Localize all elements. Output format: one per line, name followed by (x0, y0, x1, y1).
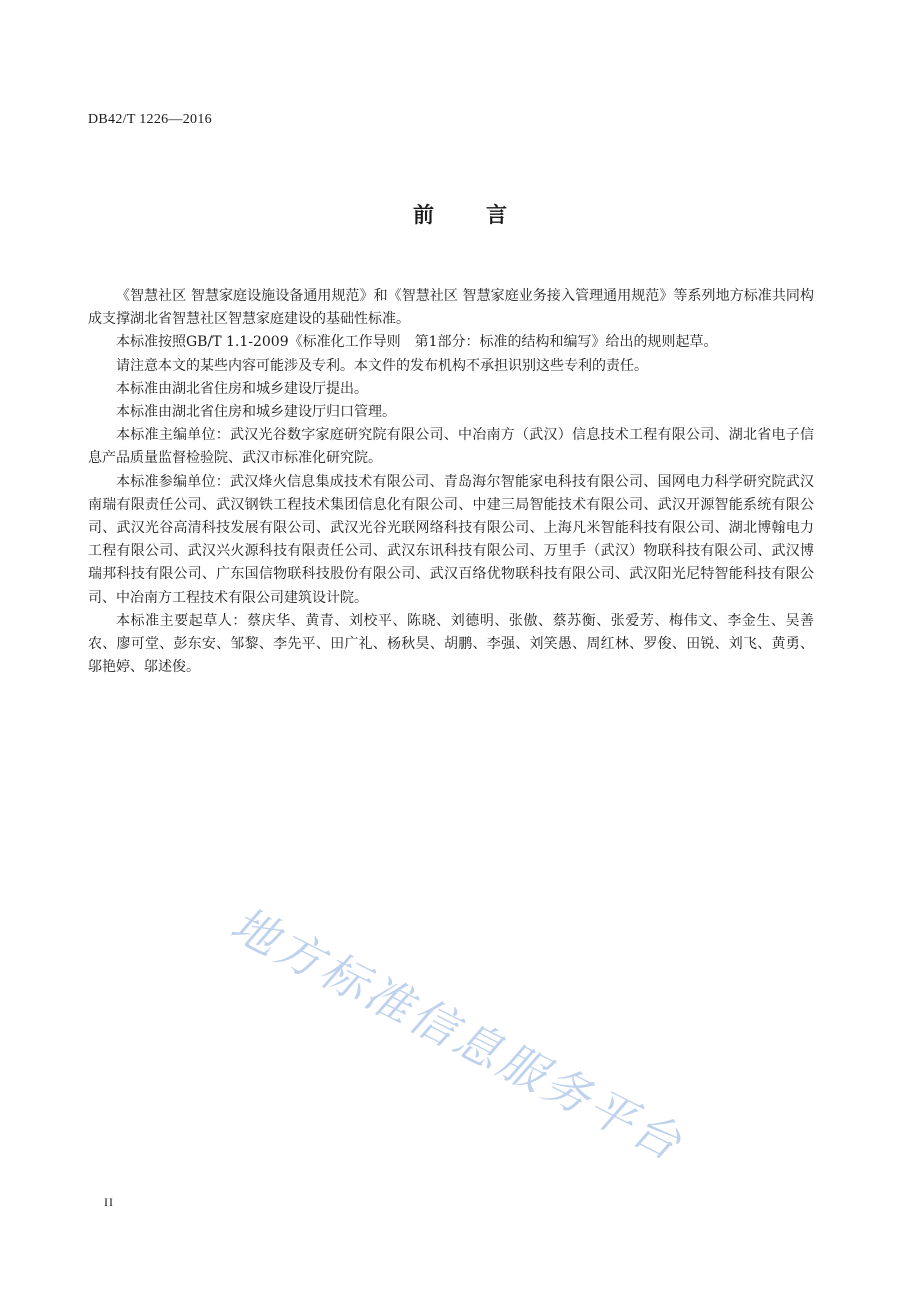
paragraph-drafting-rules: 本标准按照GB/T 1.1-2009《标准化工作导则 第1部分：标准的结构和编写》给出的规则起草。 (116, 334, 718, 351)
watermark: 地方标准信息服务平台 (222, 896, 693, 1172)
foreword-body (88, 285, 814, 679)
paragraph-administrator: 本标准由湖北省住房和城乡建设厅归口管理。 (116, 404, 396, 421)
standard-code: DB42/T 1226—2016 (88, 112, 212, 127)
page-number: II (104, 1195, 114, 1209)
page-title (0, 199, 920, 229)
paragraph-chief-editors: 本标准主编单位：武汉光谷数字家庭研究院有限公司、中冶南方（武汉）信息技术工程有限公司、湖北省电子信息产品质量监督检验院、武汉市标准化研究院。 (88, 427, 814, 467)
title-char-1: 前 (413, 203, 434, 227)
paragraph-series-intro: 《智慧社区 智慧家庭设施设备通用规范》和《智慧社区 智慧家庭业务接入管理通用规范》等系列地方标准共同构成支撑湖北省智慧社区智慧家庭建设的基础性标准。 (88, 288, 814, 328)
title-char-2: 言 (486, 203, 507, 227)
paragraph-drafters: 本标准主要起草人：蔡庆华、黄青、刘校平、陈晓、刘德明、张傲、蔡苏衡、张爱芳、梅伟文、李金生、吴善农、廖可堂、彭东安、邹黎、李先平、田广礼、杨秋昊、胡鹏、李强、刘笑愚、周红林、罗俊、田锐、刘飞、黄勇、邬艳婷、邬述俊。 (88, 612, 814, 676)
paragraph-proposer: 本标准由湖北省住房和城乡建设厅提出。 (116, 380, 368, 397)
paragraph-participating-units: 本标准参编单位：武汉烽火信息集成技术有限公司、青岛海尔智能家电科技有限公司、国网电力科学研究院武汉南瑞有限责任公司、武汉钢铁工程技术集团信息化有限公司、中建三局智能技术有限公司、武汉开源智能系统有限公司、武汉光谷高清科技发展有限公司、武汉光谷光联网络科技有限公司、上海凡米智能科技有限公司、湖北博翰电力工程有限公司、武汉兴火源科技有限责任公司、武汉东讯科技有限公司、万里手（武汉）物联科技有限公司、武汉博瑞邦科技有限公司、广东国信物联科技股份有限公司、武汉百络优物联科技有限公司、武汉阳光尼特智能科技有限公司、中冶南方工程技术有限公司建筑设计院。 (88, 473, 814, 606)
paragraph-patent-notice: 请注意本文的某些内容可能涉及专利。本文件的发布机构不承担识别这些专利的责任。 (116, 357, 648, 374)
